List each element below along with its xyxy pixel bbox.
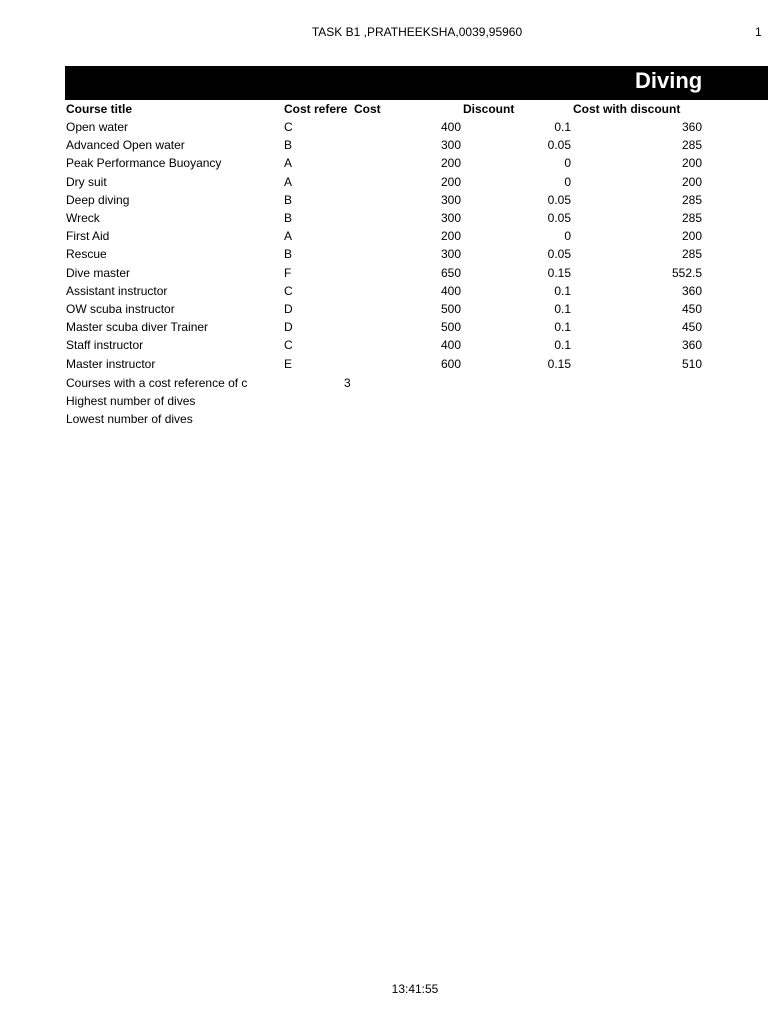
table-row: [0, 302, 768, 320]
cell-discount: 0.1: [554, 302, 571, 316]
table-row: [0, 175, 768, 193]
cell-course-title: Advanced Open water: [66, 138, 185, 153]
table-row: [0, 229, 768, 247]
cell-cost-with-discount: 360: [681, 120, 702, 134]
summary-row: [0, 412, 768, 430]
table-row: [0, 211, 768, 229]
table-row: [0, 247, 768, 265]
summary-value: 3: [344, 376, 351, 390]
cell-cost-reference: F: [284, 265, 292, 280]
cell-cost-reference: B: [284, 211, 293, 225]
cell-cost-with-discount: 285: [681, 247, 702, 262]
summary-row: [0, 376, 768, 394]
cell-course-title: Dry suit: [66, 174, 107, 189]
cell-discount: 0: [564, 229, 571, 244]
summary-label: Highest number of dives: [66, 394, 196, 409]
cell-course-title: Dive master: [66, 265, 131, 280]
cell-cost: 400: [440, 283, 461, 298]
col-header-cost: Cost: [354, 102, 381, 116]
cell-course-title: Open water: [66, 120, 129, 134]
cell-discount: 0.1: [554, 338, 571, 353]
cell-discount: 0.05: [547, 247, 571, 262]
cell-cost-reference: B: [284, 192, 293, 207]
cell-cost: 300: [440, 192, 461, 207]
cell-cost-with-discount: 510: [681, 356, 702, 371]
table-row: [0, 266, 768, 284]
cell-course-title: Master scuba diver Trainer: [66, 320, 209, 335]
cell-cost-reference: B: [284, 247, 293, 262]
cell-cost: 400: [440, 338, 461, 353]
table-row: [0, 138, 768, 156]
cell-cost-reference: A: [284, 174, 293, 189]
cell-cost-reference: C: [284, 338, 293, 353]
summary-row: [0, 394, 768, 412]
cell-cost: 500: [440, 320, 461, 335]
table-row: [0, 338, 768, 356]
cell-discount: 0.15: [547, 356, 571, 371]
cell-cost: 300: [440, 211, 461, 225]
title-bar: [65, 66, 768, 100]
cell-cost-reference: C: [284, 120, 293, 134]
cell-cost-reference: A: [284, 229, 293, 244]
cell-cost: 200: [440, 174, 461, 189]
table-row: [0, 156, 768, 174]
cell-course-title: Wreck: [66, 211, 100, 225]
cell-cost: 650: [440, 265, 461, 280]
cell-cost: 200: [440, 156, 461, 171]
cell-discount: 0.1: [554, 120, 571, 134]
cell-course-title: Staff instructor: [66, 338, 144, 353]
table-row: [0, 120, 768, 138]
cell-discount: 0.1: [554, 283, 571, 298]
cell-cost-with-discount: 285: [681, 211, 702, 225]
cell-cost: 300: [440, 247, 461, 262]
col-header-discount: Discount: [463, 102, 515, 116]
cell-cost-reference: B: [284, 138, 293, 153]
cell-cost-reference: C: [284, 283, 293, 298]
cell-cost: 500: [440, 302, 461, 316]
cell-cost-with-discount: 285: [681, 138, 702, 153]
table-row: [0, 357, 768, 375]
col-header-cost-with-discount: Cost with discount: [573, 102, 681, 116]
cell-cost-reference: E: [284, 356, 293, 371]
cell-cost: 300: [440, 138, 461, 153]
page-number: 1: [755, 25, 762, 39]
cell-course-title: OW scuba instructor: [66, 302, 175, 316]
cell-cost-reference: D: [284, 320, 293, 335]
table-row: [0, 320, 768, 338]
cell-cost-reference: D: [284, 302, 293, 316]
table-row: [0, 284, 768, 302]
cell-cost-with-discount: 360: [681, 338, 702, 353]
cell-discount: 0: [564, 174, 571, 189]
sheet-title: Diving: [635, 68, 703, 93]
table-header: [0, 102, 768, 120]
col-header-cost-reference: Cost refere: [284, 102, 348, 116]
cell-cost-with-discount: 450: [681, 302, 702, 316]
table-row: [0, 193, 768, 211]
cell-course-title: Master instructor: [66, 356, 156, 371]
cell-cost-with-discount: 200: [681, 156, 702, 171]
cell-cost-with-discount: 200: [681, 174, 702, 189]
cell-cost-with-discount: 285: [681, 192, 702, 207]
cell-course-title: Assistant instructor: [66, 283, 168, 298]
cell-cost: 200: [440, 229, 461, 244]
cell-discount: 0: [564, 156, 571, 171]
summary-label: Courses with a cost reference of c: [66, 376, 248, 390]
cell-cost-with-discount: 360: [681, 283, 702, 298]
col-header-course-title: Course title: [66, 102, 133, 116]
cell-discount: 0.15: [547, 265, 571, 280]
cell-course-title: Deep diving: [66, 192, 130, 207]
summary-label: Lowest number of dives: [66, 412, 193, 427]
cell-cost-with-discount: 450: [681, 320, 702, 335]
cell-cost: 400: [440, 120, 461, 134]
cell-cost-reference: A: [284, 156, 293, 171]
cell-cost: 600: [440, 356, 461, 371]
cell-course-title: Rescue: [66, 247, 107, 262]
page-header: TASK B1 ,PRATHEEKSHA,0039,95960: [311, 25, 523, 39]
cell-discount: 0.05: [547, 138, 571, 153]
cell-course-title: First Aid: [66, 229, 110, 244]
footer-time: 13:41:55: [391, 982, 439, 996]
cell-course-title: Peak Performance Buoyancy: [66, 156, 222, 171]
cell-discount: 0.05: [547, 211, 571, 225]
cell-discount: 0.1: [554, 320, 571, 335]
cell-discount: 0.05: [547, 192, 571, 207]
cell-cost-with-discount: 200: [681, 229, 702, 244]
cell-cost-with-discount: 552.5: [671, 265, 702, 280]
